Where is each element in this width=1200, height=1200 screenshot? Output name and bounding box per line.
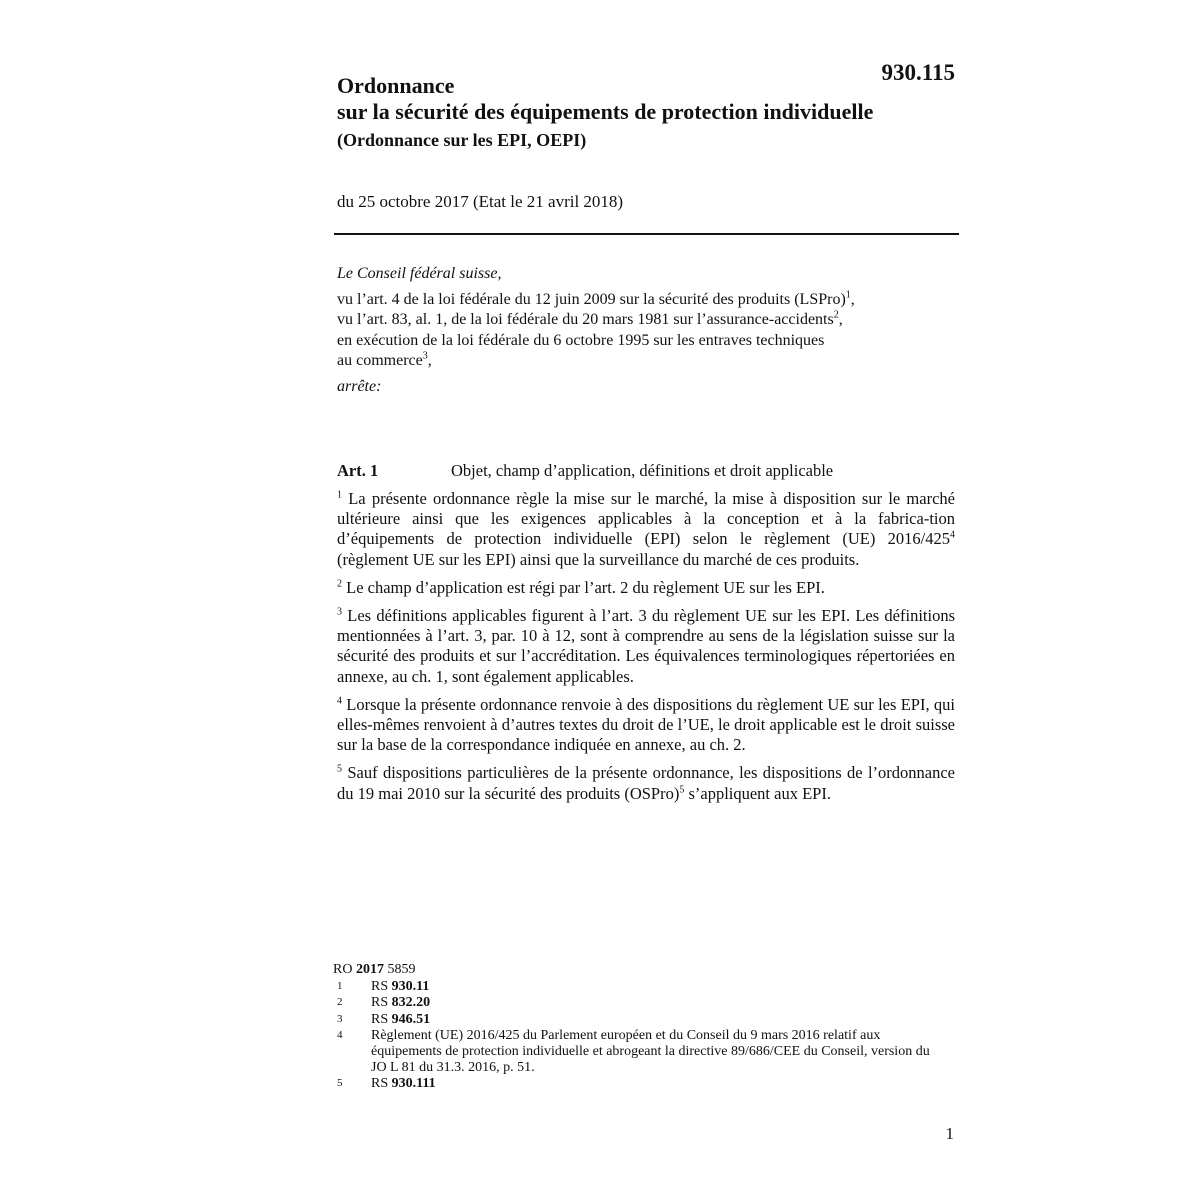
- preamble-decree: arrête:: [337, 377, 382, 395]
- footnote-prefix: RS: [371, 979, 392, 995]
- ro-year: 2017: [355, 962, 384, 977]
- preamble-vu-1: [337, 290, 957, 311]
- paragraph-number: 4: [337, 695, 342, 707]
- footnote-ref-1[interactable]: 1: [845, 289, 851, 301]
- preamble-authority: Le Conseil fédéral suisse,: [337, 265, 502, 282]
- paragraph-number: 3: [337, 606, 342, 618]
- sr-number: 930.115: [881, 60, 955, 85]
- footnote-number: 5: [337, 1077, 343, 1090]
- paragraph-text: Les définitions applicables figurent à l’art. 3 du règlement UE sur les EPI. Les définitions mentionnées à l’art. 3, par. 10 à 12, sont à comprendre au sens de la législation suisse sur la sécurité des produits et sur l’accréditation. Les équivalences terminologiques répertoriées en annexe, au ch. 1, sont également applicables.: [337, 606, 955, 686]
- page-number: 1: [945, 1124, 954, 1143]
- document-date: du 25 octobre 2017 (Etat le 21 avril 2018): [337, 192, 624, 211]
- footnote-prefix: RS: [371, 995, 392, 1011]
- preamble-vu-2: [337, 310, 957, 331]
- paragraph-text: (règlement UE sur les EPI) ainsi que la surveillance du marché de ces produits.: [337, 549, 860, 569]
- paragraph-text: s’appliquent aux EPI.: [684, 783, 831, 803]
- footnote-1: [333, 979, 953, 995]
- paragraph-1: [337, 489, 955, 570]
- ro-prefix: RO: [333, 962, 356, 977]
- paragraph-5: [337, 763, 955, 803]
- footnote-link[interactable]: 930.111: [391, 1076, 436, 1092]
- footnote-text: [371, 1012, 953, 1028]
- footnote-2: [333, 995, 953, 1011]
- paragraph-text: Lorsque la présente ordonnance renvoie à des dispositions du règlement UE sur les EPI, qui elles-mêmes renvoient à d’autres textes du droit de l’UE, le droit applicable est le droit suisse sur la base de la correspondance indiquée en annexe, au ch. 2.: [337, 694, 955, 755]
- footnote-text: Règlement (UE) 2016/425 du Parlement européen et du Conseil du 9 mars 2016 relatif aux équipements de protection individuelle et abrogeant la directive 89/686/CEE du Conseil, version du JO L 81 du 31.3. 2016, p. 51.: [371, 1027, 930, 1076]
- footnote-number: 3: [337, 1012, 343, 1025]
- footnote-ref-4[interactable]: 4: [950, 529, 955, 541]
- preamble-vu-3-line-1: en exécution de la loi fédérale du 6 octobre 1995 sur les entraves techniques: [337, 331, 825, 349]
- title-line-2: sur la sécurité des équipements de protection individuelle: [337, 99, 874, 124]
- footnotes: [333, 962, 953, 1093]
- footnote-text: [371, 995, 953, 1011]
- paragraph-2: [337, 578, 955, 598]
- footnote-number: 4: [337, 1028, 343, 1041]
- preamble: [337, 264, 957, 397]
- footnote-text: [371, 1076, 953, 1092]
- footnote-ref-2[interactable]: 2: [833, 309, 839, 321]
- article-number: Art. 1: [337, 461, 379, 480]
- document-title: [337, 73, 937, 155]
- footnote-3: [333, 1012, 953, 1028]
- preamble-vu-2-text: vu l’art. 83, al. 1, de la loi fédérale du 20 mars 1981 sur l’assurance-accidents: [337, 311, 834, 328]
- footnote-5: [333, 1076, 953, 1092]
- article-heading: [337, 461, 957, 481]
- preamble-vu-3-text: au commerce: [337, 352, 423, 369]
- punctuation: ,: [427, 352, 432, 369]
- title-short-name: (Ordonnance sur les EPI, OEPI): [337, 130, 587, 150]
- footnote-prefix: RS: [371, 1011, 392, 1027]
- title-line-1: Ordonnance: [337, 73, 455, 98]
- article-body: [337, 489, 955, 812]
- header-divider: [334, 233, 959, 235]
- footnote-prefix: RS: [371, 1076, 392, 1092]
- footnote-link[interactable]: 946.51: [391, 1011, 431, 1027]
- paragraph-number: 1: [337, 489, 342, 501]
- preamble-vu-3-line-2: [337, 351, 957, 372]
- footnote-text: [371, 979, 953, 995]
- paragraph-4: [337, 695, 955, 756]
- footnote-number: 2: [337, 996, 343, 1009]
- footnote-ref-3[interactable]: 3: [422, 350, 428, 362]
- footnote-link[interactable]: 930.11: [391, 979, 430, 995]
- footnote-link[interactable]: 832.20: [391, 995, 431, 1011]
- paragraph-number: 5: [337, 763, 342, 775]
- paragraph-text: Le champ d’application est régi par l’art. 2 du règlement UE sur les EPI.: [342, 577, 825, 597]
- punctuation: ,: [850, 290, 855, 308]
- official-compilation-ref: [333, 962, 953, 978]
- paragraph-3: [337, 606, 955, 687]
- article-title: Objet, champ d’application, définitions et droit applicable: [451, 461, 834, 480]
- ro-page: 5859: [383, 962, 416, 977]
- paragraph-text: Sauf dispositions particulières de la présente ordonnance, les dispositions de l’ordonnance du 19 mai 2010 sur la sécurité des produits (OSPro): [337, 763, 955, 803]
- footnote-ref-5[interactable]: 5: [679, 784, 685, 796]
- punctuation: ,: [838, 311, 843, 328]
- preamble-vu-1-text: vu l’art. 4 de la loi fédérale du 12 juin 2009 sur la sécurité des produits (LSPro): [337, 290, 846, 308]
- paragraph-text: La présente ordonnance règle la mise sur le marché, la mise à disposition sur le marché ultérieure ainsi que les exigences applicables à la conception et à la fabrica-tion d’équipements de protection individuelle (EPI) selon le règlement (UE) 2016/425: [337, 489, 955, 549]
- footnote-number: 1: [337, 980, 343, 993]
- footnote-4: [333, 1028, 953, 1077]
- paragraph-number: 2: [337, 578, 342, 590]
